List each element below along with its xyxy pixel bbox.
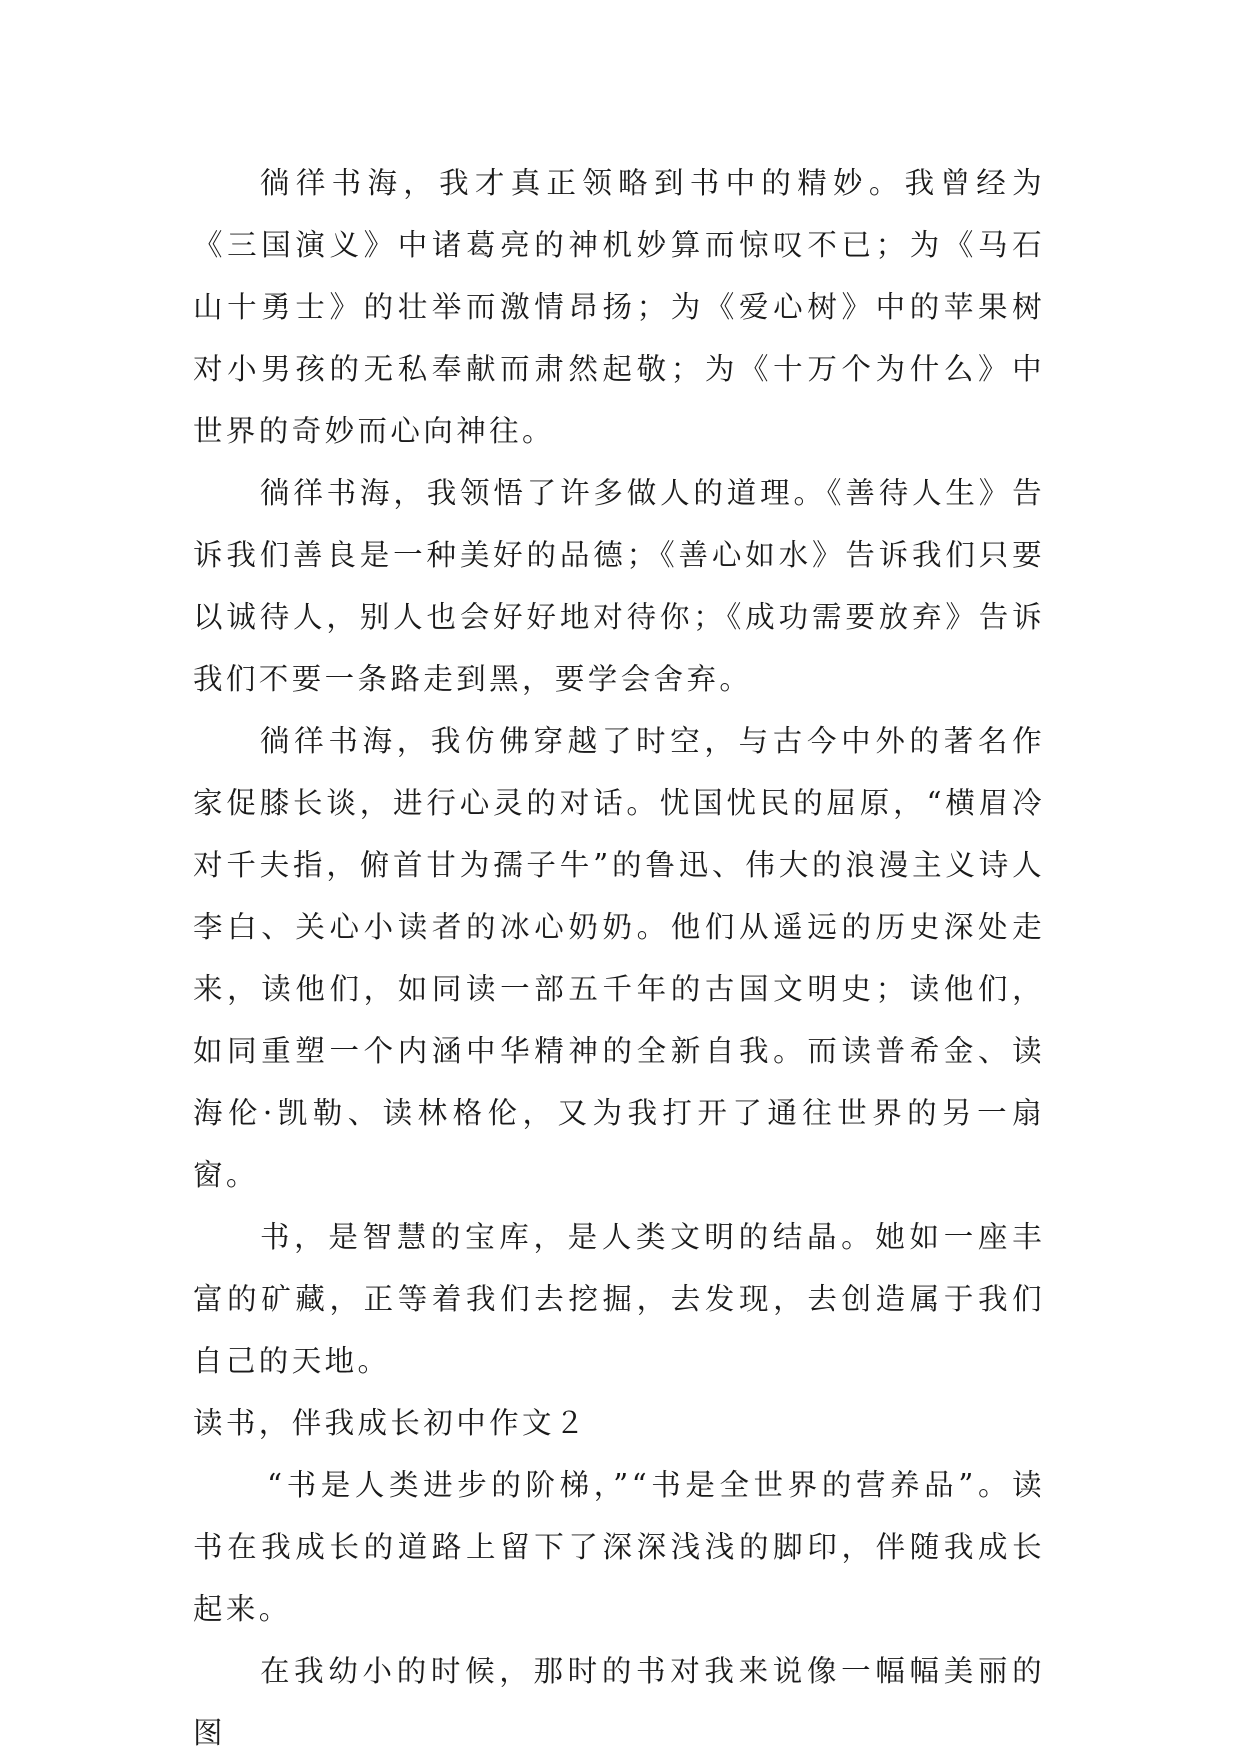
paragraph: 在我幼小的时候，那时的书对我来说像一幅幅美丽的图: [193, 1654, 1045, 1750]
paragraph: 书，是智慧的宝库，是人类文明的结晶。她如一座丰富的矿藏，正等着我们去挖掘，去发现，去创造属于我们自己的天地。: [193, 1220, 1045, 1378]
document-body: [193, 152, 1045, 1754]
section-heading: 读书，伴我成长初中作文２: [193, 1406, 588, 1440]
paragraph: 徜徉书海，我仿佛穿越了时空，与古今中外的著名作家促膝长谈，进行心灵的对话。忧国忧民的屈原，“横眉冷对千夫指，俯首甘为孺子牛”的鲁迅、伟大的浪漫主义诗人李白、关心小读者的冰心奶奶。他们从遥远的历史深处走来，读他们，如同读一部五千年的古国文明史；读他们，如同重塑一个内涵中华精神的全新自我。而读普希金、读海伦·凯勒、读林格伦，又为我打开了通往世界的另一扇窗。: [193, 724, 1045, 1192]
paragraph: 徜徉书海，我才真正领略到书中的精妙。我曾经为《三国演义》中诸葛亮的神机妙算而惊叹不已；为《马石山十勇士》的壮举而激情昂扬；为《爱心树》中的苹果树对小男孩的无私奉献而肃然起敬；为《十万个为什么》中世界的奇妙而心向神往。: [193, 166, 1045, 448]
paragraph: “书是人类进步的阶梯，”“书是全世界的营养品”。读书在我成长的道路上留下了深深浅浅的脚印，伴随我成长起来。: [193, 1468, 1045, 1626]
paragraph: 徜徉书海，我领悟了许多做人的道理。《善待人生》告诉我们善良是一种美好的品德；《善心如水》告诉我们只要以诚待人，别人也会好好地对待你；《成功需要放弃》告诉我们不要一条路走到黑，要学会舍弃。: [193, 476, 1045, 696]
